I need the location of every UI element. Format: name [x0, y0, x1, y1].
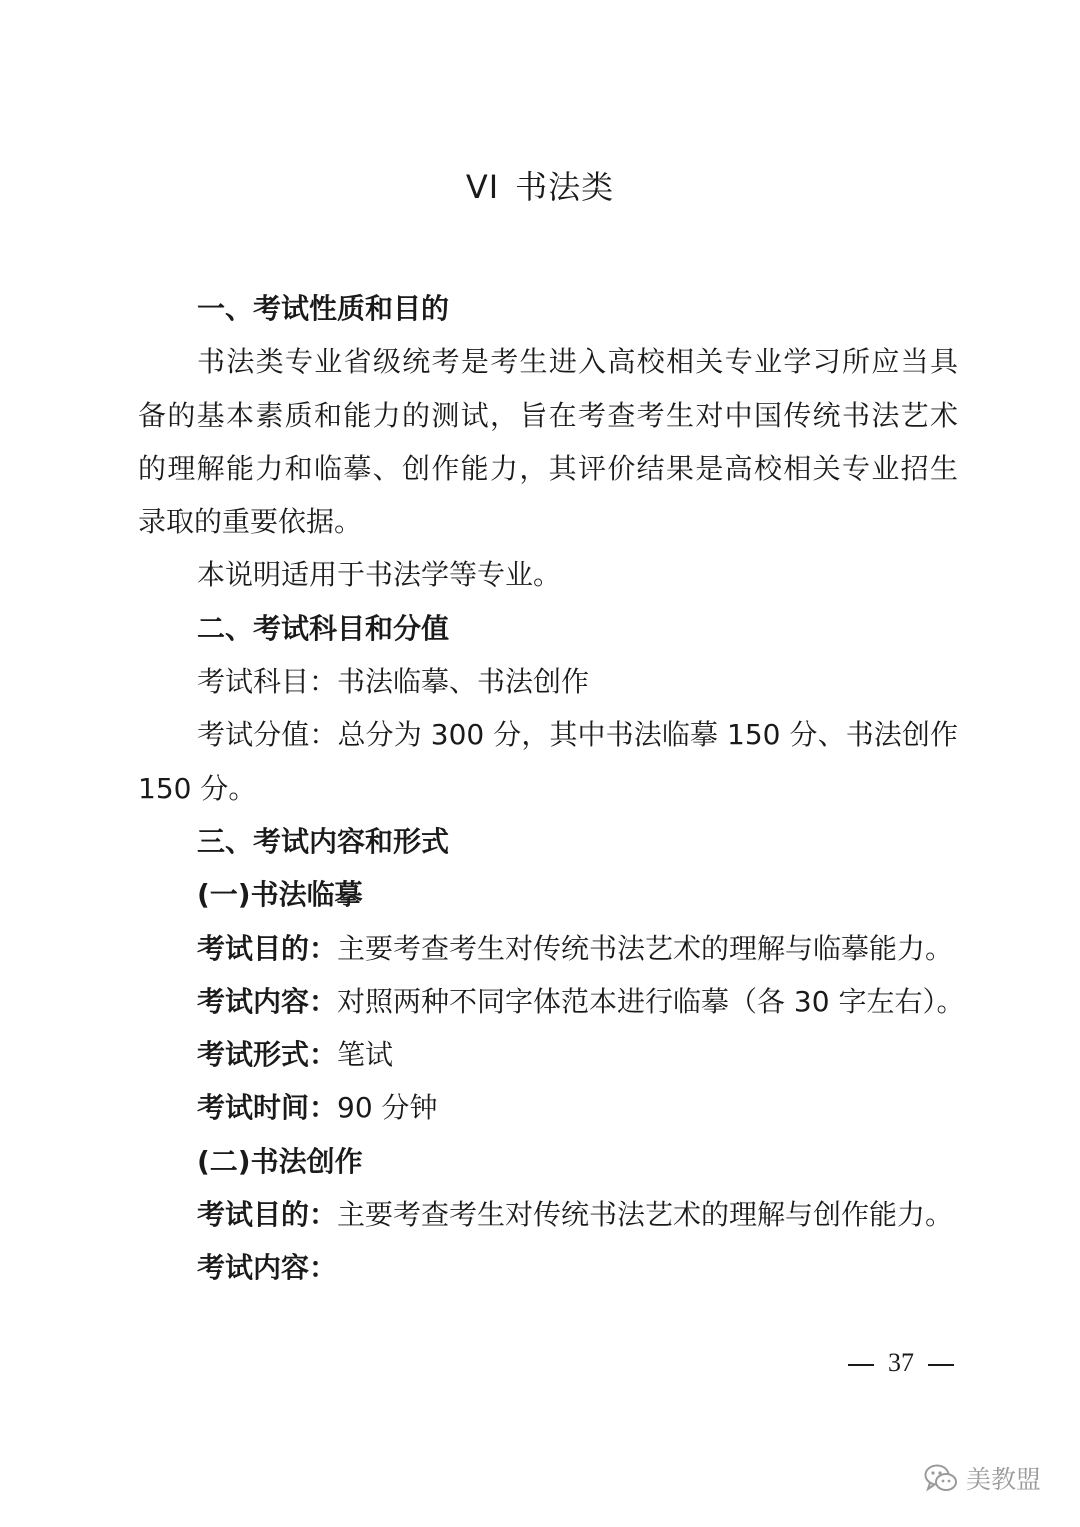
field-label: 考试形式： — [197, 1038, 338, 1072]
field-label: 考试目的： — [197, 931, 338, 965]
paragraph-line: 考试科目：书法临摹、书法创作 — [197, 665, 590, 699]
labeled-line — [138, 1241, 958, 1294]
field-label: 考试时间： — [197, 1091, 338, 1125]
paragraph-line: 备的基本素质和能力的测试，旨在考查考生对中国传统书法艺术 — [138, 398, 958, 432]
labeled-line — [138, 975, 965, 1028]
section-heading: 二、考试科目和分值 — [197, 611, 450, 645]
labeled-line — [138, 922, 958, 975]
field-value: 90 分钟 — [337, 1091, 438, 1125]
labeled-line — [138, 1028, 958, 1081]
wechat-official-account-icon — [924, 1463, 958, 1493]
page-number-right-dash — [928, 1364, 954, 1366]
paragraph-line: 录取的重要依据。 — [138, 505, 363, 539]
labeled-line — [138, 1188, 958, 1241]
paragraph-line: 书法类专业省级统考是考生进入高校相关专业学习所应当具 — [197, 345, 958, 379]
watermark — [924, 1456, 1041, 1500]
section-heading: 一、考试性质和目的 — [197, 292, 450, 325]
field-value: 主要考查考生对传统书法艺术的理解与创作能力。 — [337, 1198, 954, 1232]
paragraph-line: 的理解能力和临摹、创作能力，其评价结果是高校相关专业招生 — [138, 451, 958, 485]
page-title — [0, 160, 1080, 214]
labeled-line — [138, 1081, 958, 1134]
page-number — [848, 1343, 954, 1383]
watermark-text: 美教盟 — [966, 1465, 1042, 1494]
field-label: 考试内容： — [197, 1251, 338, 1285]
page-number-left-dash — [848, 1364, 874, 1366]
field-label: 考试目的： — [197, 1198, 338, 1232]
title-roman-numeral: VI — [465, 168, 500, 206]
page-number-value: 37 — [888, 1348, 914, 1377]
paragraph-line: 本说明适用于书法学等专业。 — [197, 558, 562, 592]
title-text: 书法类 — [515, 168, 615, 206]
section-heading: 三、考试内容和形式 — [197, 824, 450, 858]
field-label: 考试内容： — [197, 984, 338, 1018]
section-heading: (一)书法临摹 — [197, 878, 363, 912]
paragraph-line: 150 分。 — [138, 771, 257, 805]
field-value: 笔试 — [337, 1038, 394, 1072]
field-value: 主要考查考生对传统书法艺术的理解与临摹能力。 — [337, 931, 954, 965]
paragraph-line: 考试分值：总分为 300 分，其中书法临摹 150 分、书法创作 — [197, 718, 958, 752]
section-heading: (二)书法创作 — [197, 1144, 363, 1178]
field-value: 对照两种不同字体范本进行临摹（各 30 字左右）。 — [337, 984, 965, 1018]
document-body — [138, 282, 965, 1295]
